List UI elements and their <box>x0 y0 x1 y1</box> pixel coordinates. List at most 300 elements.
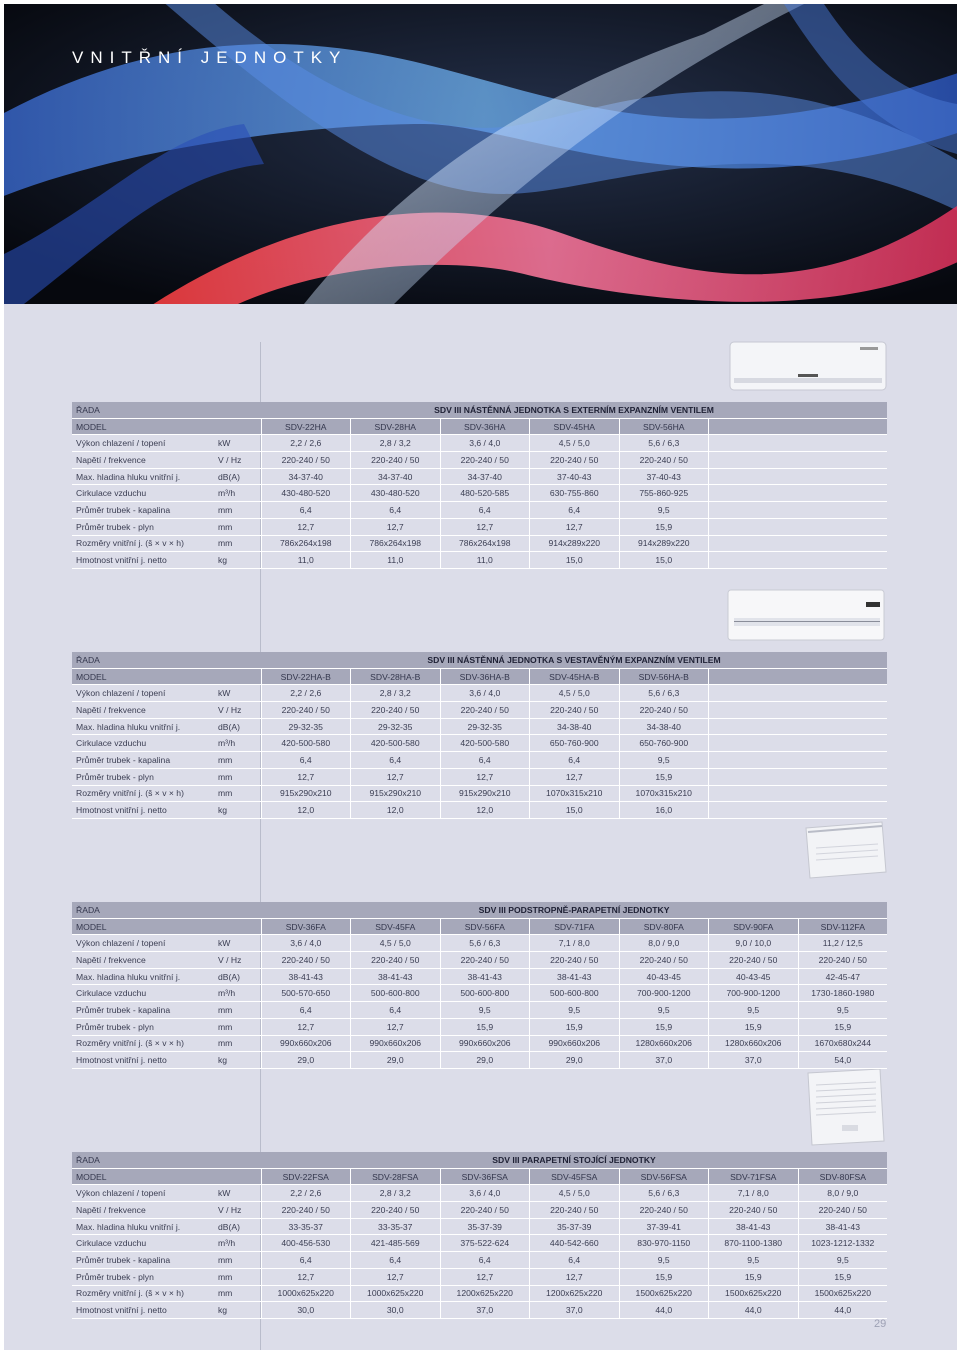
table-title: SDV III NÁSTĚNNÁ JEDNOTKA S EXTERNÍM EXPANZNÍM VENTILEM <box>261 402 887 418</box>
table-cell: 37-40-43 <box>530 468 620 485</box>
table-cell: 915x290x210 <box>440 785 530 802</box>
table-cell: 42-45-47 <box>798 968 887 985</box>
table-cell: 12,7 <box>261 1018 351 1035</box>
model-cell: SDV-28HA-B <box>351 668 441 685</box>
table-cell: 480-520-585 <box>440 485 530 502</box>
table-row <box>72 752 887 769</box>
model-cell: SDV-22FSA <box>261 1168 351 1185</box>
table-row <box>72 935 887 952</box>
table-cell: 1280x660x206 <box>619 1035 709 1052</box>
model-cell: SDV-45HA-B <box>530 668 620 685</box>
table-cell: 400-456-530 <box>261 1235 351 1252</box>
table-cell: 33-35-37 <box>351 1218 441 1235</box>
table-cell: 37,0 <box>709 1052 799 1069</box>
table-cell: 11,0 <box>351 552 441 569</box>
model-cell: SDV-56HA <box>619 418 709 435</box>
table-cell: 430-480-520 <box>261 485 351 502</box>
row-label: Napětí / frekvence <box>72 952 188 969</box>
table-cell: 6,4 <box>530 752 620 769</box>
table-cell: 9,5 <box>619 1002 709 1019</box>
table-cell: 420-500-580 <box>440 735 530 752</box>
row-label: Napětí / frekvence <box>72 1202 188 1219</box>
row-label: Výkon chlazení / topení <box>72 685 188 702</box>
table-cell: 6,4 <box>261 1002 351 1019</box>
table-cell: 6,4 <box>351 1252 441 1269</box>
table-cell: 54,0 <box>798 1052 887 1069</box>
table-row <box>72 735 887 752</box>
table-cell: 375-522-624 <box>440 1235 530 1252</box>
table-cell: 3,6 / 4,0 <box>440 435 530 452</box>
model-row <box>72 1168 887 1185</box>
row-label: Napětí / frekvence <box>72 702 188 719</box>
table-cell: 12,7 <box>530 768 620 785</box>
table-cell: 630-755-860 <box>530 485 620 502</box>
row-label: Průměr trubek - plyn <box>72 518 188 535</box>
table-row <box>72 535 887 552</box>
row-label: Výkon chlazení / topení <box>72 935 188 952</box>
table-cell: 430-480-520 <box>351 485 441 502</box>
model-row <box>72 418 887 435</box>
row-label: Cirkulace vzduchu <box>72 985 188 1002</box>
table-cell: 915x290x210 <box>261 785 351 802</box>
row-label: Max. hladina hluku vnitřní j. <box>72 468 188 485</box>
spec-table-section-3 <box>72 902 887 1069</box>
model-cell: SDV-90FA <box>709 918 799 935</box>
table-cell: 220-240 / 50 <box>709 1202 799 1219</box>
table-cell: 5,6 / 6,3 <box>619 685 709 702</box>
table-cell: 11,0 <box>261 552 351 569</box>
table-cell: 38-41-43 <box>530 968 620 985</box>
table-cell: 15,9 <box>440 1018 530 1035</box>
table-cell: 7,1 / 8,0 <box>709 1185 799 1202</box>
table-cell: 220-240 / 50 <box>351 702 441 719</box>
table-cell: 500-570-650 <box>261 985 351 1002</box>
table-title: SDV III PODSTROPNĚ-PARAPETNÍ JEDNOTKY <box>261 902 887 918</box>
series-row <box>72 1152 887 1168</box>
table-row <box>72 1052 887 1069</box>
table-cell: 11,0 <box>440 552 530 569</box>
table-cell: 11,2 / 12,5 <box>798 935 887 952</box>
row-label: Max. hladina hluku vnitřní j. <box>72 718 188 735</box>
table-cell: 9,5 <box>709 1002 799 1019</box>
table-cell: 29,0 <box>351 1052 441 1069</box>
table-row <box>72 468 887 485</box>
series-label: ŘADA <box>72 402 188 418</box>
table-cell: 1070x315x210 <box>619 785 709 802</box>
spec-table-2 <box>72 652 887 819</box>
table-cell: 12,7 <box>261 518 351 535</box>
table-cell: 6,4 <box>440 1252 530 1269</box>
table-cell: 1200x625x220 <box>440 1285 530 1302</box>
table-row <box>72 952 887 969</box>
table-row <box>72 718 887 735</box>
table-row <box>72 1218 887 1235</box>
table-cell: 35-37-39 <box>530 1218 620 1235</box>
table-cell: 220-240 / 50 <box>261 452 351 469</box>
table-cell: 420-500-580 <box>261 735 351 752</box>
row-unit: mm <box>188 1285 261 1302</box>
table-cell: 38-41-43 <box>709 1218 799 1235</box>
table-cell: 1500x625x220 <box>709 1285 799 1302</box>
table-row <box>72 802 887 819</box>
table-cell: 990x660x206 <box>440 1035 530 1052</box>
table-cell: 37,0 <box>619 1052 709 1069</box>
table-cell: 3,6 / 4,0 <box>440 685 530 702</box>
table-cell: 34-37-40 <box>261 468 351 485</box>
table-cell: 220-240 / 50 <box>440 452 530 469</box>
row-unit: kg <box>188 552 261 569</box>
table-cell: 786x264x198 <box>440 535 530 552</box>
table-cell: 33-35-37 <box>261 1218 351 1235</box>
row-label: Průměr trubek - kapalina <box>72 1252 188 1269</box>
model-cell: SDV-45HA <box>530 418 620 435</box>
table-row <box>72 985 887 1002</box>
table-cell: 37-39-41 <box>619 1218 709 1235</box>
wall-unit-image-2 <box>726 588 888 644</box>
row-unit: mm <box>188 535 261 552</box>
model-row <box>72 668 887 685</box>
table-cell: 9,5 <box>798 1252 887 1269</box>
row-label: Průměr trubek - kapalina <box>72 502 188 519</box>
table-cell: 5,6 / 6,3 <box>619 1185 709 1202</box>
table-cell: 990x660x206 <box>261 1035 351 1052</box>
page-title: VNITŘNÍ JEDNOTKY <box>72 48 348 67</box>
table-cell: 6,4 <box>530 502 620 519</box>
table-row <box>72 1252 887 1269</box>
series-label: ŘADA <box>72 1152 188 1168</box>
floor-standing-unit-image <box>802 1067 888 1147</box>
table-cell: 990x660x206 <box>530 1035 620 1052</box>
row-label: Cirkulace vzduchu <box>72 735 188 752</box>
row-unit: mm <box>188 768 261 785</box>
table-cell: 220-240 / 50 <box>709 952 799 969</box>
table-cell: 1200x625x220 <box>530 1285 620 1302</box>
model-cell: SDV-56FSA <box>619 1168 709 1185</box>
model-cell: SDV-45FA <box>351 918 441 935</box>
model-label: MODEL <box>72 1168 188 1185</box>
row-label: Rozměry vnitřní j. (š × v × h) <box>72 535 188 552</box>
model-cell: SDV-36FSA <box>440 1168 530 1185</box>
table-cell: 786x264x198 <box>261 535 351 552</box>
row-label: Průměr trubek - plyn <box>72 768 188 785</box>
table-row <box>72 785 887 802</box>
row-label: Průměr trubek - plyn <box>72 1268 188 1285</box>
table-cell: 40-43-45 <box>619 968 709 985</box>
table-cell: 12,0 <box>261 802 351 819</box>
model-cell: SDV-80FA <box>619 918 709 935</box>
model-cell: SDV-36FA <box>261 918 351 935</box>
table-cell: 29-32-35 <box>351 718 441 735</box>
table-cell: 500-600-800 <box>440 985 530 1002</box>
table-cell: 220-240 / 50 <box>530 452 620 469</box>
spec-table-4 <box>72 1152 887 1319</box>
table-cell: 40-43-45 <box>709 968 799 985</box>
ceiling-floor-unit-image <box>802 818 888 882</box>
table-cell: 220-240 / 50 <box>619 702 709 719</box>
table-cell: 44,0 <box>798 1302 887 1319</box>
row-label: Rozměry vnitřní j. (š × v × h) <box>72 1035 188 1052</box>
table-cell: 7,1 / 8,0 <box>530 935 620 952</box>
spec-table-section-1 <box>72 402 887 569</box>
row-unit: V / Hz <box>188 1202 261 1219</box>
table-cell: 914x289x220 <box>619 535 709 552</box>
series-label: ŘADA <box>72 652 188 668</box>
row-label: Hmotnost vnitřní j. netto <box>72 1052 188 1069</box>
table-cell: 37-40-43 <box>619 468 709 485</box>
table-cell: 3,6 / 4,0 <box>261 935 351 952</box>
table-cell: 220-240 / 50 <box>530 1202 620 1219</box>
table-row <box>72 452 887 469</box>
table-cell: 12,7 <box>351 518 441 535</box>
row-unit: dB(A) <box>188 1218 261 1235</box>
row-label: Max. hladina hluku vnitřní j. <box>72 968 188 985</box>
table-cell: 15,9 <box>709 1268 799 1285</box>
table-cell: 1730-1860-1980 <box>798 985 887 1002</box>
row-unit: dB(A) <box>188 718 261 735</box>
table-row <box>72 1185 887 1202</box>
table-title: SDV III PARAPETNÍ STOJÍCÍ JEDNOTKY <box>261 1152 887 1168</box>
table-cell: 9,5 <box>619 752 709 769</box>
table-cell: 220-240 / 50 <box>261 952 351 969</box>
table-cell: 1023-1212-1332 <box>798 1235 887 1252</box>
row-unit: kg <box>188 1302 261 1319</box>
table-cell: 650-760-900 <box>530 735 620 752</box>
model-cell: SDV-56HA-B <box>619 668 709 685</box>
table-cell: 2,8 / 3,2 <box>351 685 441 702</box>
row-label: Průměr trubek - kapalina <box>72 752 188 769</box>
table-cell: 220-240 / 50 <box>261 1202 351 1219</box>
table-cell: 915x290x210 <box>351 785 441 802</box>
table-cell: 9,5 <box>440 1002 530 1019</box>
row-unit: mm <box>188 785 261 802</box>
table-cell: 15,9 <box>798 1268 887 1285</box>
row-label: Hmotnost vnitřní j. netto <box>72 802 188 819</box>
table-row <box>72 1035 887 1052</box>
table-cell: 44,0 <box>619 1302 709 1319</box>
model-cell: SDV-22HA <box>261 418 351 435</box>
table-cell: 37,0 <box>440 1302 530 1319</box>
table-cell: 220-240 / 50 <box>261 702 351 719</box>
table-cell: 6,4 <box>530 1252 620 1269</box>
row-unit: V / Hz <box>188 952 261 969</box>
model-cell: SDV-45FSA <box>530 1168 620 1185</box>
row-label: Cirkulace vzduchu <box>72 1235 188 1252</box>
row-unit: V / Hz <box>188 702 261 719</box>
table-row <box>72 552 887 569</box>
table-cell: 420-500-580 <box>351 735 441 752</box>
table-cell: 220-240 / 50 <box>619 952 709 969</box>
model-row <box>72 918 887 935</box>
row-unit: m³/h <box>188 735 261 752</box>
table-cell: 12,0 <box>440 802 530 819</box>
spec-table-3 <box>72 902 887 1069</box>
table-cell: 9,5 <box>619 1252 709 1269</box>
table-cell: 2,8 / 3,2 <box>351 1185 441 1202</box>
table-cell: 38-41-43 <box>351 968 441 985</box>
table-cell: 2,2 / 2,6 <box>261 1185 351 1202</box>
table-cell: 12,7 <box>261 768 351 785</box>
row-label: Max. hladina hluku vnitřní j. <box>72 1218 188 1235</box>
table-cell: 914x289x220 <box>530 535 620 552</box>
table-cell: 30,0 <box>261 1302 351 1319</box>
table-cell: 440-542-660 <box>530 1235 620 1252</box>
table-cell: 9,5 <box>798 1002 887 1019</box>
spec-table-section-4 <box>72 1152 887 1319</box>
row-label: Výkon chlazení / topení <box>72 1185 188 1202</box>
table-cell: 1500x625x220 <box>798 1285 887 1302</box>
table-row <box>72 502 887 519</box>
row-unit: dB(A) <box>188 968 261 985</box>
table-cell: 12,0 <box>351 802 441 819</box>
model-cell: SDV-28FSA <box>351 1168 441 1185</box>
row-label: Hmotnost vnitřní j. netto <box>72 1302 188 1319</box>
hero-image <box>4 4 957 304</box>
table-cell: 6,4 <box>351 1002 441 1019</box>
table-cell: 4,5 / 5,0 <box>530 1185 620 1202</box>
table-cell: 2,2 / 2,6 <box>261 435 351 452</box>
table-cell: 38-41-43 <box>261 968 351 985</box>
table-cell: 16,0 <box>619 802 709 819</box>
table-cell: 8,0 / 9,0 <box>619 935 709 952</box>
row-unit: V / Hz <box>188 452 261 469</box>
table-cell: 44,0 <box>709 1302 799 1319</box>
table-cell: 870-1100-1380 <box>709 1235 799 1252</box>
table-row <box>72 685 887 702</box>
series-row <box>72 902 887 918</box>
model-cell: SDV-80FSA <box>798 1168 887 1185</box>
table-cell: 220-240 / 50 <box>351 1202 441 1219</box>
wall-unit-image-1 <box>728 338 890 394</box>
table-cell: 12,7 <box>530 518 620 535</box>
row-unit: mm <box>188 518 261 535</box>
table-cell: 220-240 / 50 <box>440 1202 530 1219</box>
table-cell: 220-240 / 50 <box>440 702 530 719</box>
row-label: Rozměry vnitřní j. (š × v × h) <box>72 1285 188 1302</box>
row-label: Napětí / frekvence <box>72 452 188 469</box>
table-cell: 4,5 / 5,0 <box>530 685 620 702</box>
model-cell: SDV-112FA <box>798 918 887 935</box>
table-cell: 220-240 / 50 <box>798 952 887 969</box>
table-row <box>72 1302 887 1319</box>
table-cell: 12,7 <box>351 768 441 785</box>
table-cell: 12,7 <box>351 1268 441 1285</box>
table-cell: 6,4 <box>261 1252 351 1269</box>
table-cell: 12,7 <box>440 1268 530 1285</box>
table-cell: 12,7 <box>440 768 530 785</box>
table-cell: 9,5 <box>709 1252 799 1269</box>
table-cell: 990x660x206 <box>351 1035 441 1052</box>
table-cell: 5,6 / 6,3 <box>619 435 709 452</box>
table-cell: 786x264x198 <box>351 535 441 552</box>
row-unit: mm <box>188 1002 261 1019</box>
table-cell: 1000x625x220 <box>351 1285 441 1302</box>
page <box>4 4 957 1350</box>
table-row <box>72 968 887 985</box>
table-cell: 500-600-800 <box>351 985 441 1002</box>
model-label: MODEL <box>72 918 188 935</box>
row-label: Průměr trubek - plyn <box>72 1018 188 1035</box>
row-unit: dB(A) <box>188 468 261 485</box>
table-row <box>72 1018 887 1035</box>
table-cell: 15,0 <box>619 552 709 569</box>
table-cell: 220-240 / 50 <box>619 452 709 469</box>
table-cell: 12,7 <box>261 1268 351 1285</box>
table-cell: 9,0 / 10,0 <box>709 935 799 952</box>
table-cell: 34-37-40 <box>351 468 441 485</box>
table-cell: 220-240 / 50 <box>530 702 620 719</box>
row-unit: m³/h <box>188 985 261 1002</box>
table-cell: 220-240 / 50 <box>798 1202 887 1219</box>
row-unit: mm <box>188 1252 261 1269</box>
row-unit: mm <box>188 1268 261 1285</box>
table-row <box>72 518 887 535</box>
row-unit: kg <box>188 802 261 819</box>
table-cell: 500-600-800 <box>530 985 620 1002</box>
table-cell: 6,4 <box>440 752 530 769</box>
table-row <box>72 1002 887 1019</box>
model-cell: SDV-56FA <box>440 918 530 935</box>
table-cell: 30,0 <box>351 1302 441 1319</box>
table-cell: 35-37-39 <box>440 1218 530 1235</box>
table-cell: 9,5 <box>530 1002 620 1019</box>
table-cell: 6,4 <box>261 752 351 769</box>
table-cell: 2,8 / 3,2 <box>351 435 441 452</box>
table-row <box>72 1285 887 1302</box>
table-cell: 15,0 <box>530 552 620 569</box>
model-cell: SDV-71FA <box>530 918 620 935</box>
row-label: Průměr trubek - kapalina <box>72 1002 188 1019</box>
table-cell: 12,7 <box>440 518 530 535</box>
row-unit: kg <box>188 1052 261 1069</box>
table-cell: 700-900-1200 <box>619 985 709 1002</box>
table-cell: 6,4 <box>261 502 351 519</box>
row-unit: m³/h <box>188 485 261 502</box>
table-cell: 34-37-40 <box>440 468 530 485</box>
row-label: Hmotnost vnitřní j. netto <box>72 552 188 569</box>
model-label: MODEL <box>72 418 188 435</box>
table-cell: 12,7 <box>351 1018 441 1035</box>
table-cell: 15,9 <box>619 1018 709 1035</box>
table-title: SDV III NÁSTĚNNÁ JEDNOTKA S VESTAVĚNÝM EXPANZNÍM VENTILEM <box>261 652 887 668</box>
row-label: Výkon chlazení / topení <box>72 435 188 452</box>
table-row <box>72 1202 887 1219</box>
table-cell: 15,9 <box>619 518 709 535</box>
model-cell: SDV-36HA-B <box>440 668 530 685</box>
table-row <box>72 485 887 502</box>
table-row <box>72 702 887 719</box>
table-cell: 1500x625x220 <box>619 1285 709 1302</box>
table-cell: 6,4 <box>351 502 441 519</box>
table-cell: 29-32-35 <box>261 718 351 735</box>
row-unit: kW <box>188 935 261 952</box>
table-cell: 5,6 / 6,3 <box>440 935 530 952</box>
table-cell: 1070x315x210 <box>530 785 620 802</box>
table-cell: 8,0 / 9,0 <box>798 1185 887 1202</box>
page-number: 29 <box>874 1318 887 1330</box>
row-unit: m³/h <box>188 1235 261 1252</box>
table-cell: 4,5 / 5,0 <box>530 435 620 452</box>
model-cell: SDV-71FSA <box>709 1168 799 1185</box>
table-cell: 38-41-43 <box>798 1218 887 1235</box>
row-label: Rozměry vnitřní j. (š × v × h) <box>72 785 188 802</box>
table-cell: 2,2 / 2,6 <box>261 685 351 702</box>
table-cell: 1280x660x206 <box>709 1035 799 1052</box>
row-label: Cirkulace vzduchu <box>72 485 188 502</box>
table-cell: 6,4 <box>440 502 530 519</box>
table-row <box>72 435 887 452</box>
table-cell: 29,0 <box>440 1052 530 1069</box>
table-cell: 1670x680x244 <box>798 1035 887 1052</box>
